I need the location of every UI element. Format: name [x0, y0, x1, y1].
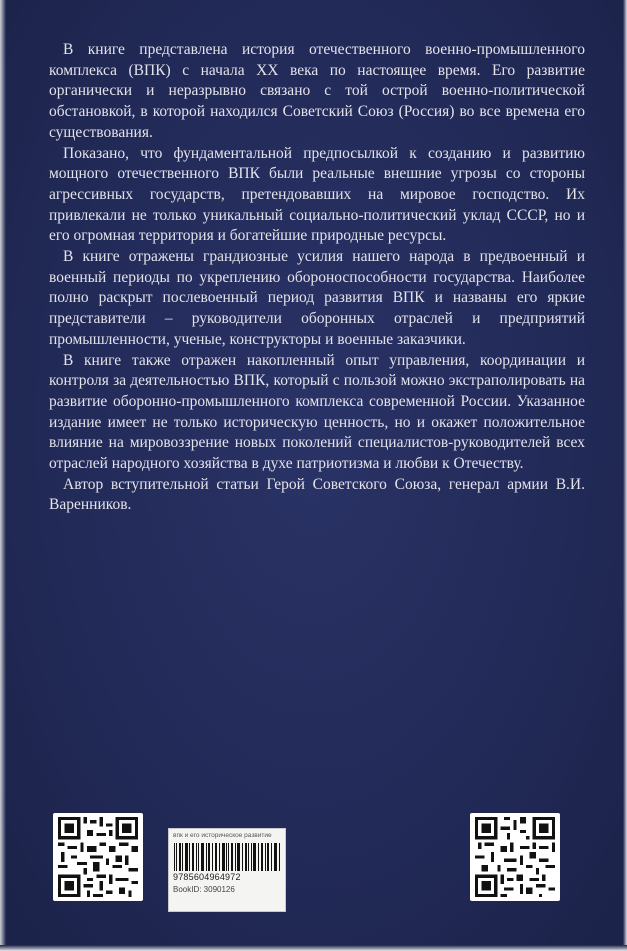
- annotation-text: [49, 40, 585, 516]
- qr-code-icon: [57, 817, 139, 897]
- cover-edge-left: [0, 0, 6, 951]
- annotation-paragraph-3: В книге отражены грандиозные усилия нашего народа в предвоенный и военный периоды по укреплению обороноспособности государства. Наиболее полно раскрыт послевоенный период развития ВПК и названы его яркие представители – руководители оборонных отраслей и предприятий промышленности, ученые, конструкторы и военные заказчики.: [49, 248, 585, 348]
- cover-edge-bottom: [0, 945, 627, 951]
- barcode-sticker: [168, 828, 286, 912]
- annotation-paragraph-5: Автор вступительной статьи Герой Советского Союза, генерал армии В.И. Варенников.: [49, 475, 585, 514]
- qr-code-right: [470, 813, 560, 901]
- book-id-text: BookID: 3090126: [173, 885, 235, 894]
- qr-code-left: [53, 813, 143, 901]
- annotation-paragraph-1: В книге представлена история отечественного военно-промышленного комплекса (ВПК) с начала XX века по настоящее время. Его развитие органически и неразрывно связано с той острой военно-политической обстановкой, в которой находился Советский Союз (Россия) во все времена его существования.: [49, 41, 585, 141]
- isbn-text: 9785604964972: [173, 872, 241, 882]
- barcode-icon: [173, 843, 281, 871]
- annotation-paragraph-4: В книге также отражен накопленный опыт управления, координации и контроля за деятельностью ВПК, который с пользой можно экстраполировать на развитие оборонно-промышленного комплекса современной России. Указанное издание имеет не только историческую ценность, но и окажет положительное влияние на мировоззрение новых поколений специалистов-руководителей всех отраслей народного хозяйства в духе патриотизма и любви к Отечеству.: [49, 351, 585, 473]
- sticker-title: впк и его историческое развитие: [173, 832, 272, 839]
- qr-code-icon: [474, 817, 556, 897]
- cover-edge-right: [623, 0, 627, 951]
- annotation-paragraph-2: Показано, что фундаментальной предпосылкой к созданию и развитию мощного отечественного ВПК были реальные внешние угрозы со стороны агрессивных государств, претендовавших на мировое господство. Их привлекали не только уникальный социально-политический уклад СССР, но и его огромная территория и богатейшие природные ресурсы.: [49, 144, 585, 245]
